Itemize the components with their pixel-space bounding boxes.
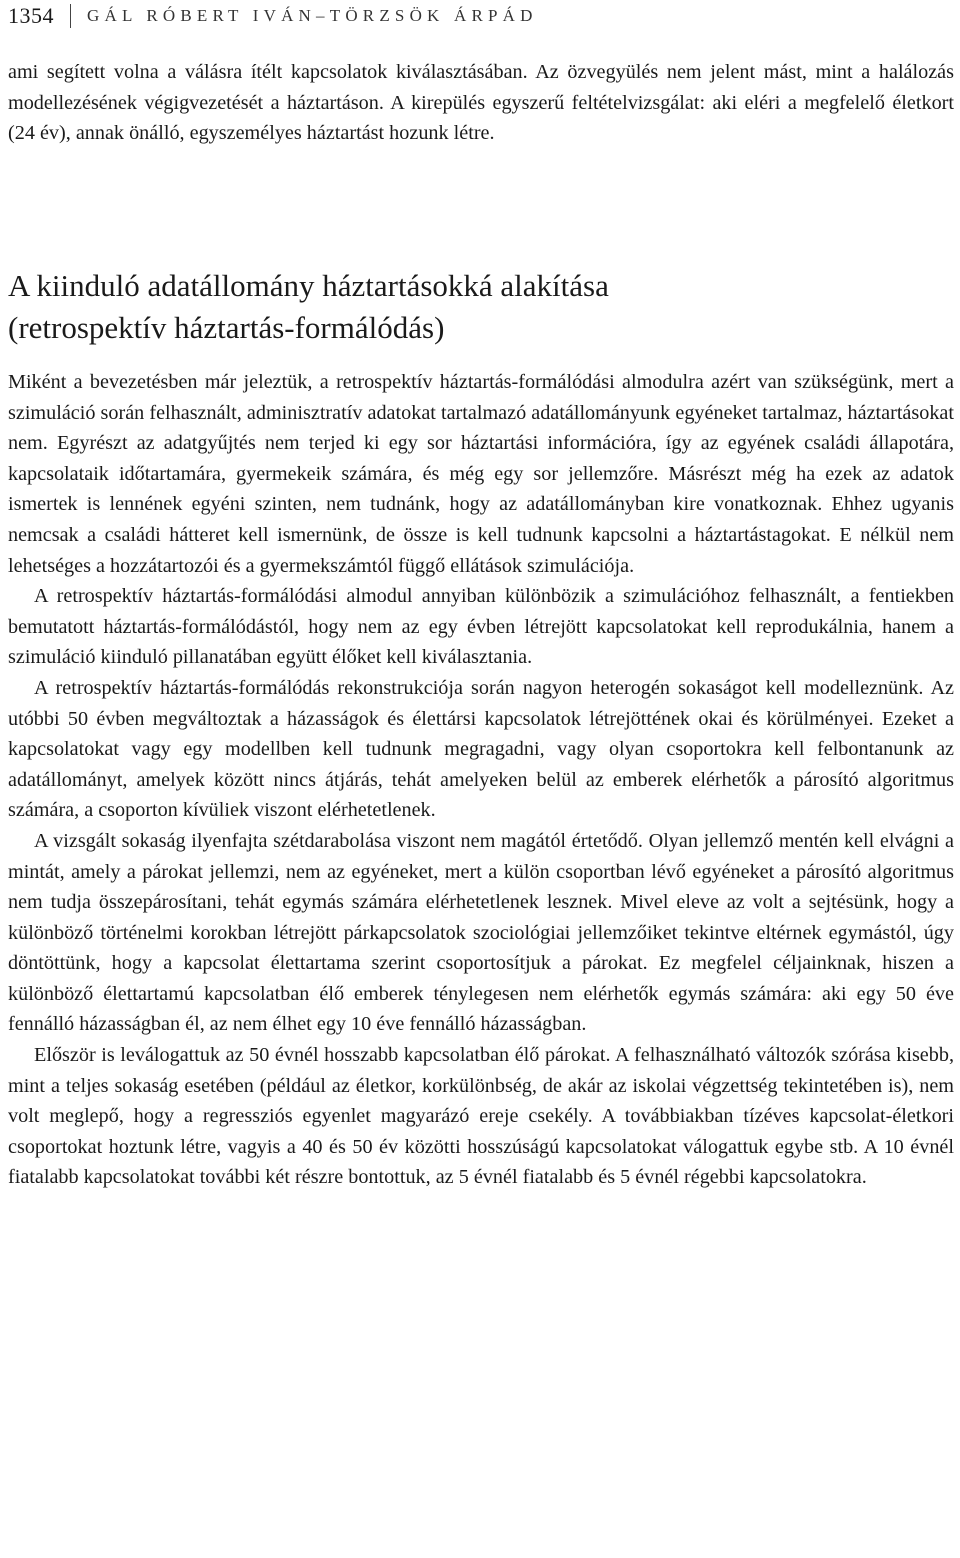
intro-text-block — [8, 57, 954, 149]
body-paragraph-1: Miként a bevezetésben már jeleztük, a retrospektív háztartás-formálódási almodulra azért van szükségünk, mert a szimuláció során felhasznált, adminisztratív adatokat tartalmazó adatállományunk egyéneket tartalmaz, háztartásokat nem. Egyrészt az adatgyűjtés nem terjed ki egy sor háztartási információra, így az egyének családi állapotára, kapcsolataik időtartamára, gyermekeik számára, és még egy sor jellemzőre. Másrészt még ha ezek az adatok ismertek is lennének egyéni szinten, nem tudnánk, hogy az adatállományban kire vonatkoznak. Ehhez ugyanis nemcsak a családi hátteret kell ismernünk, de össze is kell tudnunk kapcsolni a háztartástagokat. E nélkül nem lehetséges a hozzátartozói és a gyermekszámtól függő ellátások szimulációja. — [8, 371, 954, 577]
section-heading — [8, 265, 954, 349]
section-heading-line-1: A kiinduló adatállomány háztartásokká alakítása — [8, 268, 609, 303]
body-paragraph-2: A retrospektív háztartás-formálódási almodul annyiban különbözik a szimulációhoz felhasznált, a fentiekben bemutatott háztartás-formálódástól, hogy nem az egy évben létrejött kapcsolatokat kell reprodukálnia, hanem a szimuláció kiinduló pillanatában együtt élőket kell kiválasztania. — [8, 585, 954, 669]
body-paragraph-5: Először is leválogattuk az 50 évnél hosszabb kapcsolatban élő párokat. A felhasználható változók szórása kisebb, mint a teljes sokaság esetében (például az életkor, korkülönbség, de akár az iskolai végzettség tekintetében is), nem volt meglepő, hogy a regressziós egyenlet magyarázó ereje csekély. A továbbiakban tízéves kapcsolat-életkori csoportokat hoztunk létre, vagyis a 40 és 50 év közötti hosszúságú kapcsolatokat válogattuk egybe stb. A 10 évnél fiatalabb kapcsolatokat további két részre bontottuk, az 5 évnél fiatalabb és 5 évnél régebbi kapcsolatokra. — [8, 1044, 954, 1189]
header-divider — [70, 4, 71, 28]
page-number: 1354 — [8, 3, 54, 28]
section-body — [8, 367, 954, 1193]
intro-paragraph: ami segített volna a válásra ítélt kapcsolatok kiválasztásában. Az özvegyülés nem jelent mást, mint a halálozás modellezésének végigvezetését a háztartáson. A kirepülés egyszerű feltételvizsgálat: aki eléri a megfelelő életkort (24 év), annak önálló, egyszemélyes háztartást hozunk létre. — [8, 61, 954, 145]
section-heading-line-2: (retrospektív háztartás-formálódás) — [8, 310, 445, 345]
running-title: GÁL RÓBERT IVÁN–TÖRZSÖK ÁRPÁD — [87, 6, 538, 25]
body-paragraph-3: A retrospektív háztartás-formálódás rekonstrukciója során nagyon heterogén sokaságot kell modelleznünk. Az utóbbi 50 évben megváltoztak a házasságok és élettársi kapcsolatok létrejöttének okai és körülményei. Ezeket a kapcsolatokat vagy egy modellben kell tudnunk megragadni, vagy olyan csoportokra kell felbontanunk az adatállományt, amelyek között nincs átjárás, tehát amelyeken belül az emberek elérhetők a párosító algoritmus számára, a csoporton kívüliek viszont elérhetetlenek. — [8, 676, 954, 822]
running-header — [8, 2, 538, 30]
body-paragraph-4: A vizsgált sokaság ilyenfajta szétdarabolása viszont nem magától értetődő. Olyan jellemző mentén kell elvágni a mintát, amely a párokat jellemzi, nem az egyéneket, mert a külön csoportban lévő egyéneket a párosító algoritmus nem tudja összepárosítani, tehát egymás számára elérhetetlenek lesznek. Mivel eleve az volt a sejtésünk, hogy a különböző történelmi korokban létrejött párkapcsolatok szociológiai jellemzőiket tekintve eltérnek egymástól, úgy döntöttünk, hogy a kapcsolat élettartama szerint csoportosítjuk a párokat. Ez megfelel céljainknak, hiszen a különböző élettartamú kapcsolatban élő emberek ténylegesen nem elérhetők egymás számára: aki egy 50 éve fennálló házasságban él, az nem élhet egy 10 éve fennálló házasságban. — [8, 829, 954, 1036]
